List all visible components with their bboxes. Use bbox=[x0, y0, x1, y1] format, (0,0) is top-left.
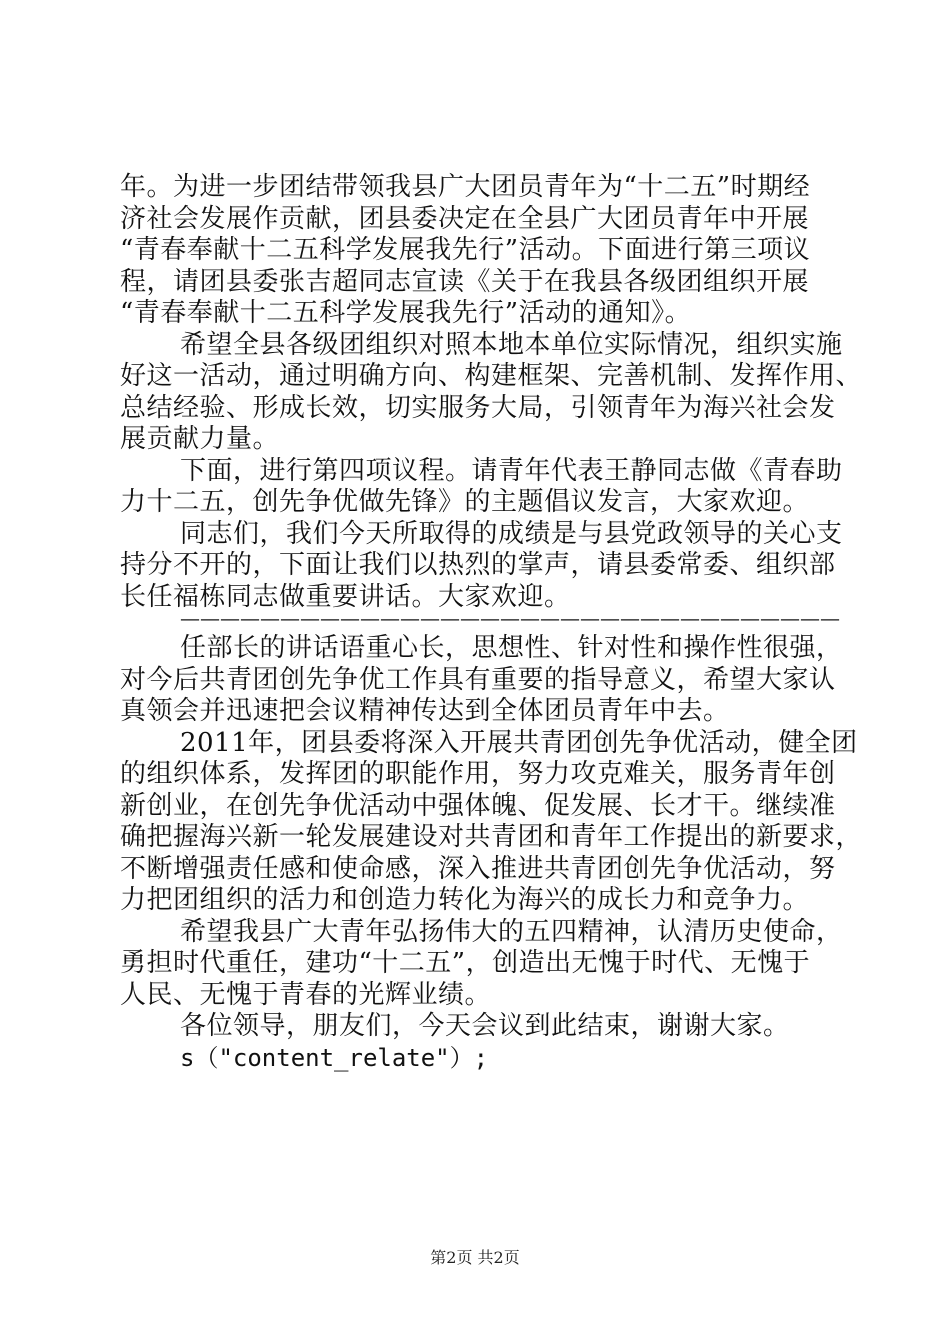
text-line: 力十二五，创先争优做先锋》的主题倡议发言，大家欢迎。 bbox=[120, 487, 810, 517]
page-number-footer: 第2页 共2页 bbox=[430, 1248, 520, 1267]
code-residue-line: s（"content_relate"）; bbox=[180, 1043, 489, 1072]
paragraph-first-line: 任部长的讲话语重心长，思想性、针对性和操作性很强， bbox=[180, 633, 843, 663]
text-line: 力把团组织的活力和创造力转化为海兴的成长力和竞争力。 bbox=[120, 885, 810, 915]
text-line: 人民、无愧于青春的光辉业绩。 bbox=[120, 979, 492, 1010]
closing-line: 各位领导，朋友们，今天会议到此结束，谢谢大家。 bbox=[180, 1011, 790, 1041]
text-line: 确把握海兴新一轮发展建设对共青团和青年工作提出的新要求， bbox=[120, 822, 863, 852]
text-line: 年。为进一步团结带领我县广大团员青年为“十二五”时期经 bbox=[120, 172, 811, 202]
paragraph-first-line: 同志们，我们今天所取得的成绩是与县党政领导的关心支 bbox=[180, 518, 843, 549]
text-line: 程，请团县委张吉超同志宣读《关于在我县各级团组织开展 bbox=[120, 266, 810, 297]
text-line: 济社会发展作贡献，团县委决定在全县广大团员青年中开展 bbox=[120, 203, 810, 234]
text-line: “青春奉献十二五科学发展我先行”活动的通知》。 bbox=[120, 298, 692, 328]
paragraph-first-line: 希望我县广大青年弘扬伟大的五四精神，认清历史使命， bbox=[180, 916, 843, 947]
text-line: 总结经验、形成长效，切实服务大局，引领青年为海兴社会发 bbox=[120, 392, 836, 423]
text-line: 好这一活动，通过明确方向、构建框架、完善机制、发挥作用、 bbox=[120, 361, 863, 391]
text-line: 勇担时代重任，建功“十二五”，创造出无愧于时代、无愧于 bbox=[120, 948, 811, 978]
text-line: 真领会并迅速把会议精神传达到全体团员青年中去。 bbox=[120, 696, 730, 726]
separator-line: ————————————————————————————————— bbox=[180, 606, 840, 630]
text-line: 长任福栋同志做重要讲话。大家欢迎。 bbox=[120, 581, 571, 612]
text-line: 不断增强责任感和使命感，深入推进共青团创先争优活动，努 bbox=[120, 853, 836, 884]
paragraph-first-line: 希望全县各级团组织对照本地本单位实际情况，组织实施 bbox=[180, 329, 843, 360]
text-line: 展贡献力量。 bbox=[120, 424, 280, 454]
text-line: 新创业，在创先争优活动中强体魄、促发展、长才干。继续准 bbox=[120, 790, 836, 821]
text-line: 的组织体系，发挥团的职能作用，努力攻克难关，服务青年创 bbox=[120, 759, 836, 789]
document-body bbox=[120, 172, 863, 1074]
text-line: 对今后共青团创先争优工作具有重要的指导意义，希望大家认 bbox=[120, 664, 836, 695]
paragraph-first-line: 2011年，团县委将深入开展共青团创先争优活动，健全团 bbox=[180, 727, 858, 758]
text-line: “青春奉献十二五科学发展我先行”活动。下面进行第三项议 bbox=[120, 235, 811, 265]
paragraph-first-line: 下面，进行第四项议程。请青年代表王静同志做《青春助 bbox=[180, 455, 843, 486]
text-line: 持分不开的，下面让我们以热烈的掌声，请县委常委、组织部 bbox=[120, 550, 836, 580]
